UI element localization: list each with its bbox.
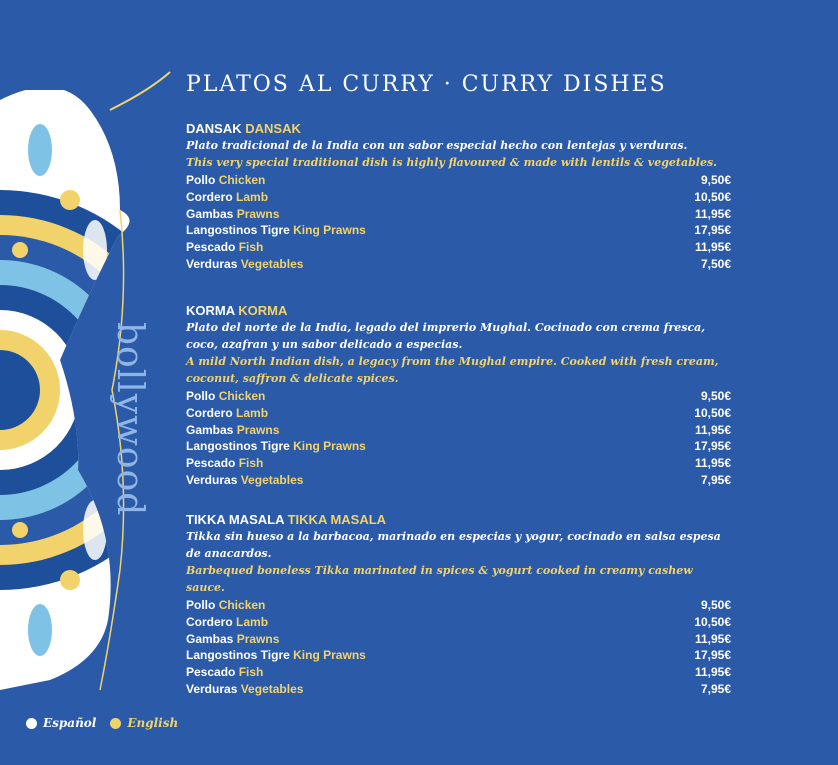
item-name-es: Verduras <box>186 256 238 271</box>
item-name-en: Lamb <box>236 189 269 204</box>
item-name-en: Prawns <box>236 206 280 221</box>
item-price: 10,50€ <box>694 405 731 420</box>
item-name-en: Fish <box>238 240 264 255</box>
description-en: This very special traditional dish is highly flavoured & made with lentils & vegetables. <box>186 156 717 169</box>
item-name-es: Gambas <box>186 206 234 221</box>
menu-item <box>186 681 731 698</box>
item-name-en: Vegetables <box>240 681 304 696</box>
item-name-en: Chicken <box>218 389 266 403</box>
item-price: 9,50€ <box>700 173 731 187</box>
item-price: 9,50€ <box>700 598 731 612</box>
item-name-es: Gambas <box>186 631 234 646</box>
section-heading <box>186 303 731 319</box>
item-price: 7,95€ <box>700 681 731 696</box>
item-name-en: King Prawns <box>293 223 366 238</box>
item-name-en: King Prawns <box>293 439 366 454</box>
item-name-en: Lamb <box>236 614 269 629</box>
menu-item <box>186 664 731 681</box>
section-name-es: KORMA <box>186 303 235 318</box>
item-price: 17,95€ <box>694 648 731 663</box>
description-en: A mild North Indian dish, a legacy from the Mughal empire. Cooked with fresh cream, coconut, saffron & delicate spices. <box>186 355 719 385</box>
section-heading <box>186 121 731 137</box>
menu-section-korma <box>186 303 731 489</box>
legend-en-label: English <box>127 716 179 730</box>
menu-item <box>186 422 731 439</box>
item-price: 11,95€ <box>694 665 731 680</box>
section-heading <box>186 512 731 528</box>
item-price: 9,50€ <box>700 389 731 403</box>
menu-item <box>186 189 731 206</box>
menu-item <box>186 472 731 489</box>
legend-es-label: Español <box>43 716 97 730</box>
item-name-es: Verduras <box>186 681 238 696</box>
item-price: 17,95€ <box>694 223 731 238</box>
menu-item <box>186 614 731 631</box>
item-name-en: Chicken <box>218 173 266 187</box>
description-es: Tikka sin hueso a la barbacoa, marinado en especias y yogur, cocinado en salsa espesa de anacardos. <box>186 530 721 560</box>
item-price: 11,95€ <box>694 631 731 646</box>
brand-name: bollywood <box>109 322 150 517</box>
section-name-es: TIKKA MASALA <box>186 512 284 527</box>
item-price: 7,95€ <box>700 472 731 487</box>
menu-item <box>186 631 731 648</box>
item-price: 17,95€ <box>694 439 731 454</box>
item-price: 7,50€ <box>700 256 731 271</box>
menu-item <box>186 172 731 189</box>
item-name-es: Pescado <box>186 665 236 680</box>
menu-item <box>186 239 731 256</box>
item-name-en: Fish <box>238 665 264 680</box>
section-name-en: DANSAK <box>245 121 301 136</box>
item-name-es: Pollo <box>186 598 216 612</box>
description-es: Plato tradicional de la India con un sabor especial hecho con lentejas y verduras. <box>186 139 688 152</box>
item-name-en: Prawns <box>236 422 280 437</box>
menu-item <box>186 597 731 614</box>
item-name-en: Vegetables <box>240 256 304 271</box>
menu-item <box>186 647 731 664</box>
item-price: 10,50€ <box>694 614 731 629</box>
page-title: PLATOS AL CURRY · CURRY DISHES <box>186 72 667 97</box>
section-name-en: KORMA <box>238 303 288 318</box>
item-name-es: Cordero <box>186 405 233 420</box>
language-legend <box>26 716 178 730</box>
section-name-es: DANSAK <box>186 121 242 136</box>
section-name-en: TIKKA MASALA <box>287 512 387 527</box>
item-name-es: Gambas <box>186 422 234 437</box>
item-name-es: Cordero <box>186 614 233 629</box>
item-name-es: Langostinos Tigre <box>186 439 290 454</box>
menu-item <box>186 388 731 405</box>
menu-item <box>186 222 731 239</box>
item-name-es: Pollo <box>186 173 216 187</box>
item-name-es: Cordero <box>186 189 233 204</box>
item-price: 11,95€ <box>694 240 731 255</box>
brand-logo <box>48 322 168 517</box>
item-price: 11,95€ <box>694 422 731 437</box>
item-name-es: Langostinos Tigre <box>186 648 290 663</box>
yellow-dot-icon <box>110 718 121 729</box>
item-name-es: Pescado <box>186 240 236 255</box>
item-price: 10,50€ <box>694 189 731 204</box>
description-es: Plato del norte de la India, legado del imprerio Mughal. Cocinado con crema fresca, coco, azafran y un sabor delicado a especias. <box>186 321 706 351</box>
item-name-en: Fish <box>238 456 264 471</box>
item-name-en: Chicken <box>218 598 266 612</box>
item-name-es: Pescado <box>186 456 236 471</box>
menu-section-dansak <box>186 121 731 273</box>
menu-section-tikka-masala <box>186 512 731 698</box>
menu-item <box>186 405 731 422</box>
menu-item <box>186 256 731 273</box>
item-name-es: Verduras <box>186 472 238 487</box>
menu-item <box>186 455 731 472</box>
item-name-en: Lamb <box>236 405 269 420</box>
item-name-en: Prawns <box>236 631 280 646</box>
item-name-es: Pollo <box>186 389 216 403</box>
item-name-en: Vegetables <box>240 472 304 487</box>
menu-item <box>186 206 731 223</box>
white-dot-icon <box>26 718 37 729</box>
item-name-es: Langostinos Tigre <box>186 223 290 238</box>
description-en: Barbequed boneless Tikka marinated in spices & yogurt cooked in creamy cashew sauce. <box>186 564 693 594</box>
item-name-en: King Prawns <box>293 648 366 663</box>
item-price: 11,95€ <box>694 206 731 221</box>
item-price: 11,95€ <box>694 456 731 471</box>
menu-item <box>186 438 731 455</box>
